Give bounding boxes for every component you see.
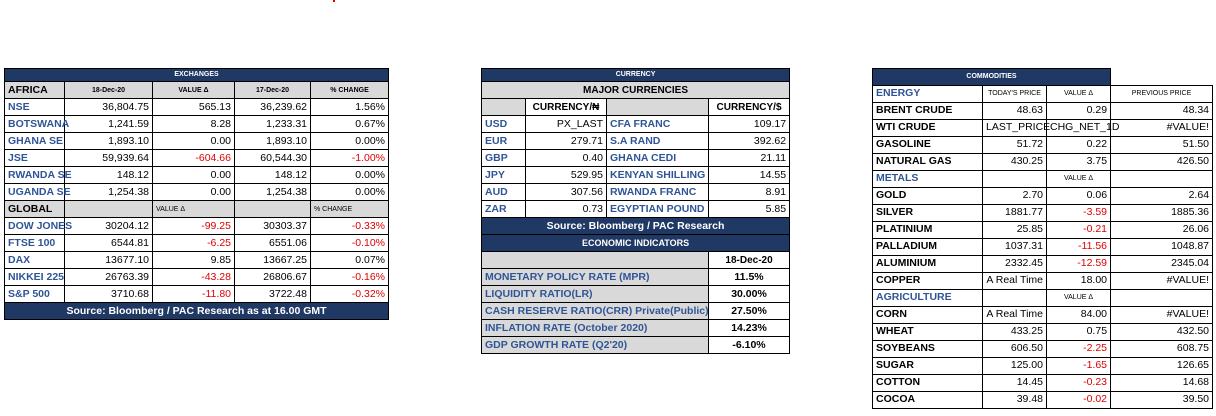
previous-value: 3722.48 xyxy=(235,286,311,303)
percent-change: 0.00% xyxy=(311,167,389,184)
percent-change: -0.10% xyxy=(311,235,389,252)
indicator-name: LIQUIDITY RATIO(LR) xyxy=(482,286,709,303)
commodity-name: GOLD xyxy=(873,187,983,204)
value-change: 0.29 xyxy=(1047,102,1111,119)
currency-code: GBP xyxy=(482,150,526,167)
table-row xyxy=(873,340,1213,357)
previous-price: 126.65 xyxy=(1111,357,1213,374)
naira-rate: 0.73 xyxy=(526,201,607,218)
index-name: JSE xyxy=(5,150,65,167)
table-row xyxy=(873,255,1213,272)
global-col-value: VALUE Δ xyxy=(153,201,235,218)
value-change: 0.00 xyxy=(153,167,235,184)
value-change: 0.00 xyxy=(153,133,235,150)
col-region: AFRICA xyxy=(5,82,65,99)
value-change: -0.21 xyxy=(1047,221,1111,238)
currency-source: Source: Bloomberg / PAC Research xyxy=(482,218,790,235)
previous-value: 1,233.31 xyxy=(235,116,311,133)
value-change: 0.06 xyxy=(1047,187,1111,204)
indicator-name: INFLATION RATE (October 2020) xyxy=(482,320,709,337)
previous-price: 48.34 xyxy=(1111,102,1213,119)
previous-price: 26.06 xyxy=(1111,221,1213,238)
currency-name: EGYPTIAN POUND xyxy=(607,201,709,218)
value-change: -3.59 xyxy=(1047,204,1111,221)
currency-name: S.A RAND xyxy=(607,133,709,150)
value-change: -12.59 xyxy=(1047,255,1111,272)
currency-name: CFA FRANC xyxy=(607,116,709,133)
value-change: 8.28 xyxy=(153,116,235,133)
table-row xyxy=(873,323,1213,340)
table-row xyxy=(5,269,389,286)
percent-change: 0.00% xyxy=(311,133,389,150)
major-currencies-label: MAJOR CURRENCIES xyxy=(482,82,790,99)
today-price: A Real Time xyxy=(983,272,1047,289)
indicator-name: MONETARY POLICY RATE (MPR) xyxy=(482,269,709,286)
table-row xyxy=(873,357,1213,374)
percent-change: -0.16% xyxy=(311,269,389,286)
table-row xyxy=(873,102,1213,119)
value-change: -43.28 xyxy=(153,269,235,286)
currency-name: KENYAN SHILLING xyxy=(607,167,709,184)
indicator-value: 30.00% xyxy=(709,286,790,303)
econ-title: ECONOMIC INDICATORS xyxy=(482,235,790,252)
previous-price: 608.75 xyxy=(1111,340,1213,357)
table-row xyxy=(873,306,1213,323)
previous-price: #VALUE! xyxy=(1111,306,1213,323)
index-name: DAX xyxy=(5,252,65,269)
table-row xyxy=(482,150,790,167)
index-name: RWANDA SE xyxy=(5,167,65,184)
index-name: DOW JONES xyxy=(5,218,65,235)
usd-rate: 8.91 xyxy=(709,184,790,201)
indicator-value: -6.10% xyxy=(709,337,790,354)
col-value-change: VALUE Δ xyxy=(1047,85,1111,102)
usd-rate: 5.85 xyxy=(709,201,790,218)
table-row xyxy=(5,133,389,150)
previous-value: 36,239.62 xyxy=(235,99,311,116)
naira-rate: 279.71 xyxy=(526,133,607,150)
previous-price: 39.50 xyxy=(1111,391,1213,408)
usd-rate: 21.11 xyxy=(709,150,790,167)
value-change: 3.75 xyxy=(1047,153,1111,170)
today-price: LAST_PRICE xyxy=(983,119,1047,136)
currency-rows xyxy=(482,116,790,218)
previous-price: 432.50 xyxy=(1111,323,1213,340)
today-price: 39.48 xyxy=(983,391,1047,408)
global-col-pct: % CHANGE xyxy=(311,201,389,218)
value-change: 18.00 xyxy=(1047,272,1111,289)
col-pct-change: % CHANGE xyxy=(311,82,389,99)
table-row xyxy=(873,153,1213,170)
previous-price: 2.64 xyxy=(1111,187,1213,204)
today-price: 1881.77 xyxy=(983,204,1047,221)
indicator-value: 14.23% xyxy=(709,320,790,337)
exchanges-title: EXCHANGES xyxy=(5,69,389,82)
naira-rate: 529.95 xyxy=(526,167,607,184)
global-rows xyxy=(5,218,389,303)
table-row xyxy=(5,167,389,184)
today-price: 2332.45 xyxy=(983,255,1047,272)
commodity-name: PALLADIUM xyxy=(873,238,983,255)
value-change: -604.66 xyxy=(153,150,235,167)
previous-price: 2345.04 xyxy=(1111,255,1213,272)
index-name: UGANDA SE xyxy=(5,184,65,201)
col-date-1: 18-Dec-20 xyxy=(65,82,153,99)
currency-name: GHANA CEDI xyxy=(607,150,709,167)
previous-price: 51.50 xyxy=(1111,136,1213,153)
today-price: 430.25 xyxy=(983,153,1047,170)
commodity-name: CORN xyxy=(873,306,983,323)
previous-value: 6551.06 xyxy=(235,235,311,252)
table-row xyxy=(5,286,389,303)
value-change: -11.80 xyxy=(153,286,235,303)
table-row xyxy=(5,150,389,167)
commodity-name: WTI CRUDE xyxy=(873,119,983,136)
current-value: 3710.68 xyxy=(65,286,153,303)
naira-rate: PX_LAST xyxy=(526,116,607,133)
table-row xyxy=(5,99,389,116)
naira-rate: 307.56 xyxy=(526,184,607,201)
previous-price: 1048.87 xyxy=(1111,238,1213,255)
table-row xyxy=(873,136,1213,153)
value-change: 0.75 xyxy=(1047,323,1111,340)
table-row xyxy=(5,116,389,133)
commodity-name: COCOA xyxy=(873,391,983,408)
table-row xyxy=(873,391,1213,408)
africa-rows xyxy=(5,99,389,201)
index-name: FTSE 100 xyxy=(5,235,65,252)
previous-value: 1,254.38 xyxy=(235,184,311,201)
table-row xyxy=(482,116,790,133)
usd-rate: 109.17 xyxy=(709,116,790,133)
value-change: CHG_NET_1D xyxy=(1047,119,1111,136)
commodity-name: COTTON xyxy=(873,374,983,391)
previous-price: 1885.36 xyxy=(1111,204,1213,221)
table-row xyxy=(482,337,790,354)
value-change: -11.56 xyxy=(1047,238,1111,255)
table-row xyxy=(482,303,790,320)
today-price: 2.70 xyxy=(983,187,1047,204)
commodity-name: SUGAR xyxy=(873,357,983,374)
col-today-price: TODAY'S PRICE xyxy=(983,85,1047,102)
table-row xyxy=(5,252,389,269)
value-change: 565.13 xyxy=(153,99,235,116)
table-row xyxy=(873,204,1213,221)
percent-change: 1.56% xyxy=(311,99,389,116)
current-value: 148.12 xyxy=(65,167,153,184)
value-change: 0.00 xyxy=(153,184,235,201)
usd-rate: 14.55 xyxy=(709,167,790,184)
commodity-name: WHEAT xyxy=(873,323,983,340)
col-currency-naira: CURRENCY/₦ xyxy=(526,99,607,116)
currency-code: AUD xyxy=(482,184,526,201)
index-name: NIKKEI 225 xyxy=(5,269,65,286)
today-price: 606.50 xyxy=(983,340,1047,357)
agri-col-value: VALUE Δ xyxy=(1047,289,1111,306)
current-value: 1,241.59 xyxy=(65,116,153,133)
previous-value: 30303.37 xyxy=(235,218,311,235)
col-previous-price: PREVIOUS PRICE xyxy=(1111,85,1213,102)
econ-rows xyxy=(482,269,790,354)
today-price: 125.00 xyxy=(983,357,1047,374)
table-row xyxy=(482,167,790,184)
metals-col-value: VALUE Δ xyxy=(1047,170,1111,187)
percent-change: -1.00% xyxy=(311,150,389,167)
percent-change: 0.67% xyxy=(311,116,389,133)
percent-change: -0.32% xyxy=(311,286,389,303)
value-change: 9.85 xyxy=(153,252,235,269)
currency-code: JPY xyxy=(482,167,526,184)
percent-change: 0.07% xyxy=(311,252,389,269)
commodity-name: GASOLINE xyxy=(873,136,983,153)
current-value: 6544.81 xyxy=(65,235,153,252)
col-value-change: VALUE Δ xyxy=(153,82,235,99)
current-value: 26763.39 xyxy=(65,269,153,286)
currency-code: USD xyxy=(482,116,526,133)
table-row xyxy=(5,184,389,201)
table-row xyxy=(482,184,790,201)
value-change: -99.25 xyxy=(153,218,235,235)
table-row xyxy=(482,320,790,337)
table-row xyxy=(873,272,1213,289)
agriculture-label: AGRICULTURE xyxy=(873,289,983,306)
global-label: GLOBAL xyxy=(5,201,65,218)
value-change: 0.22 xyxy=(1047,136,1111,153)
current-value: 30204.12 xyxy=(65,218,153,235)
today-price: 14.45 xyxy=(983,374,1047,391)
value-change: -2.25 xyxy=(1047,340,1111,357)
usd-rate: 392.62 xyxy=(709,133,790,150)
percent-change: -0.33% xyxy=(311,218,389,235)
table-row xyxy=(482,201,790,218)
table-row xyxy=(482,286,790,303)
indicator-value: 27.50% xyxy=(709,303,790,320)
previous-value: 26806.67 xyxy=(235,269,311,286)
table-row xyxy=(482,133,790,150)
currency-title: CURRENCY xyxy=(482,69,790,82)
today-price: 25.85 xyxy=(983,221,1047,238)
value-change: -0.23 xyxy=(1047,374,1111,391)
current-value: 13677.10 xyxy=(65,252,153,269)
index-name: NSE xyxy=(5,99,65,116)
today-price: 1037.31 xyxy=(983,238,1047,255)
table-row xyxy=(482,269,790,286)
previous-price: #VALUE! xyxy=(1111,272,1213,289)
percent-change: 0.00% xyxy=(311,184,389,201)
commodity-name: COPPER xyxy=(873,272,983,289)
commodities-title: COMMODITIES xyxy=(873,69,1111,86)
today-price: A Real Time xyxy=(983,306,1047,323)
previous-value: 13667.25 xyxy=(235,252,311,269)
exchanges-table xyxy=(4,68,389,320)
naira-rate: 0.40 xyxy=(526,150,607,167)
previous-value: 60,544.30 xyxy=(235,150,311,167)
commodities-table xyxy=(872,68,1213,409)
currency-name: RWANDA FRANC xyxy=(607,184,709,201)
table-row xyxy=(873,187,1213,204)
value-change: -6.25 xyxy=(153,235,235,252)
indicator-name: GDP GROWTH RATE (Q2'20) xyxy=(482,337,709,354)
table-row xyxy=(5,235,389,252)
previous-price: 426.50 xyxy=(1111,153,1213,170)
table-row xyxy=(873,119,1213,136)
current-value: 36,804.75 xyxy=(65,99,153,116)
today-price: 48.63 xyxy=(983,102,1047,119)
exchanges-source: Source: Bloomberg / PAC Research as at 16.00 GMT xyxy=(5,303,389,320)
metals-rows xyxy=(873,187,1213,289)
value-change: 84.00 xyxy=(1047,306,1111,323)
col-currency-usd: CURRENCY/$ xyxy=(709,99,790,116)
table-row xyxy=(5,218,389,235)
index-name: BOTSWANA xyxy=(5,116,65,133)
current-value: 1,893.10 xyxy=(65,133,153,150)
agriculture-rows xyxy=(873,306,1213,408)
commodity-name: NATURAL GAS xyxy=(873,153,983,170)
econ-date: 18-Dec-20 xyxy=(709,252,790,269)
table-row xyxy=(873,221,1213,238)
today-price: 433.25 xyxy=(983,323,1047,340)
currency-code: ZAR xyxy=(482,201,526,218)
commodity-name: SOYBEANS xyxy=(873,340,983,357)
table-row xyxy=(873,374,1213,391)
current-value: 1,254.38 xyxy=(65,184,153,201)
index-name: GHANA SE xyxy=(5,133,65,150)
commodity-name: ALUMINIUM xyxy=(873,255,983,272)
index-name: S&P 500 xyxy=(5,286,65,303)
commodity-name: SILVER xyxy=(873,204,983,221)
col-date-2: 17-Dec-20 xyxy=(235,82,311,99)
currency-code: EUR xyxy=(482,133,526,150)
energy-rows xyxy=(873,102,1213,170)
previous-value: 148.12 xyxy=(235,167,311,184)
commodity-name: PLATINIUM xyxy=(873,221,983,238)
commodity-name: BRENT CRUDE xyxy=(873,102,983,119)
indicator-name: CASH RESERVE RATIO(CRR) Private(Public) xyxy=(482,303,709,320)
stray-mark xyxy=(333,0,335,2)
today-price: 51.72 xyxy=(983,136,1047,153)
indicator-value: 11.5% xyxy=(709,269,790,286)
current-value: 59,939.64 xyxy=(65,150,153,167)
table-row xyxy=(873,238,1213,255)
value-change: -1.65 xyxy=(1047,357,1111,374)
metals-label: METALS xyxy=(873,170,983,187)
value-change: -0.02 xyxy=(1047,391,1111,408)
previous-value: 1,893.10 xyxy=(235,133,311,150)
previous-price: 14.68 xyxy=(1111,374,1213,391)
energy-label: ENERGY xyxy=(873,85,983,102)
currency-table xyxy=(481,68,790,354)
previous-price: #VALUE! xyxy=(1111,119,1213,136)
